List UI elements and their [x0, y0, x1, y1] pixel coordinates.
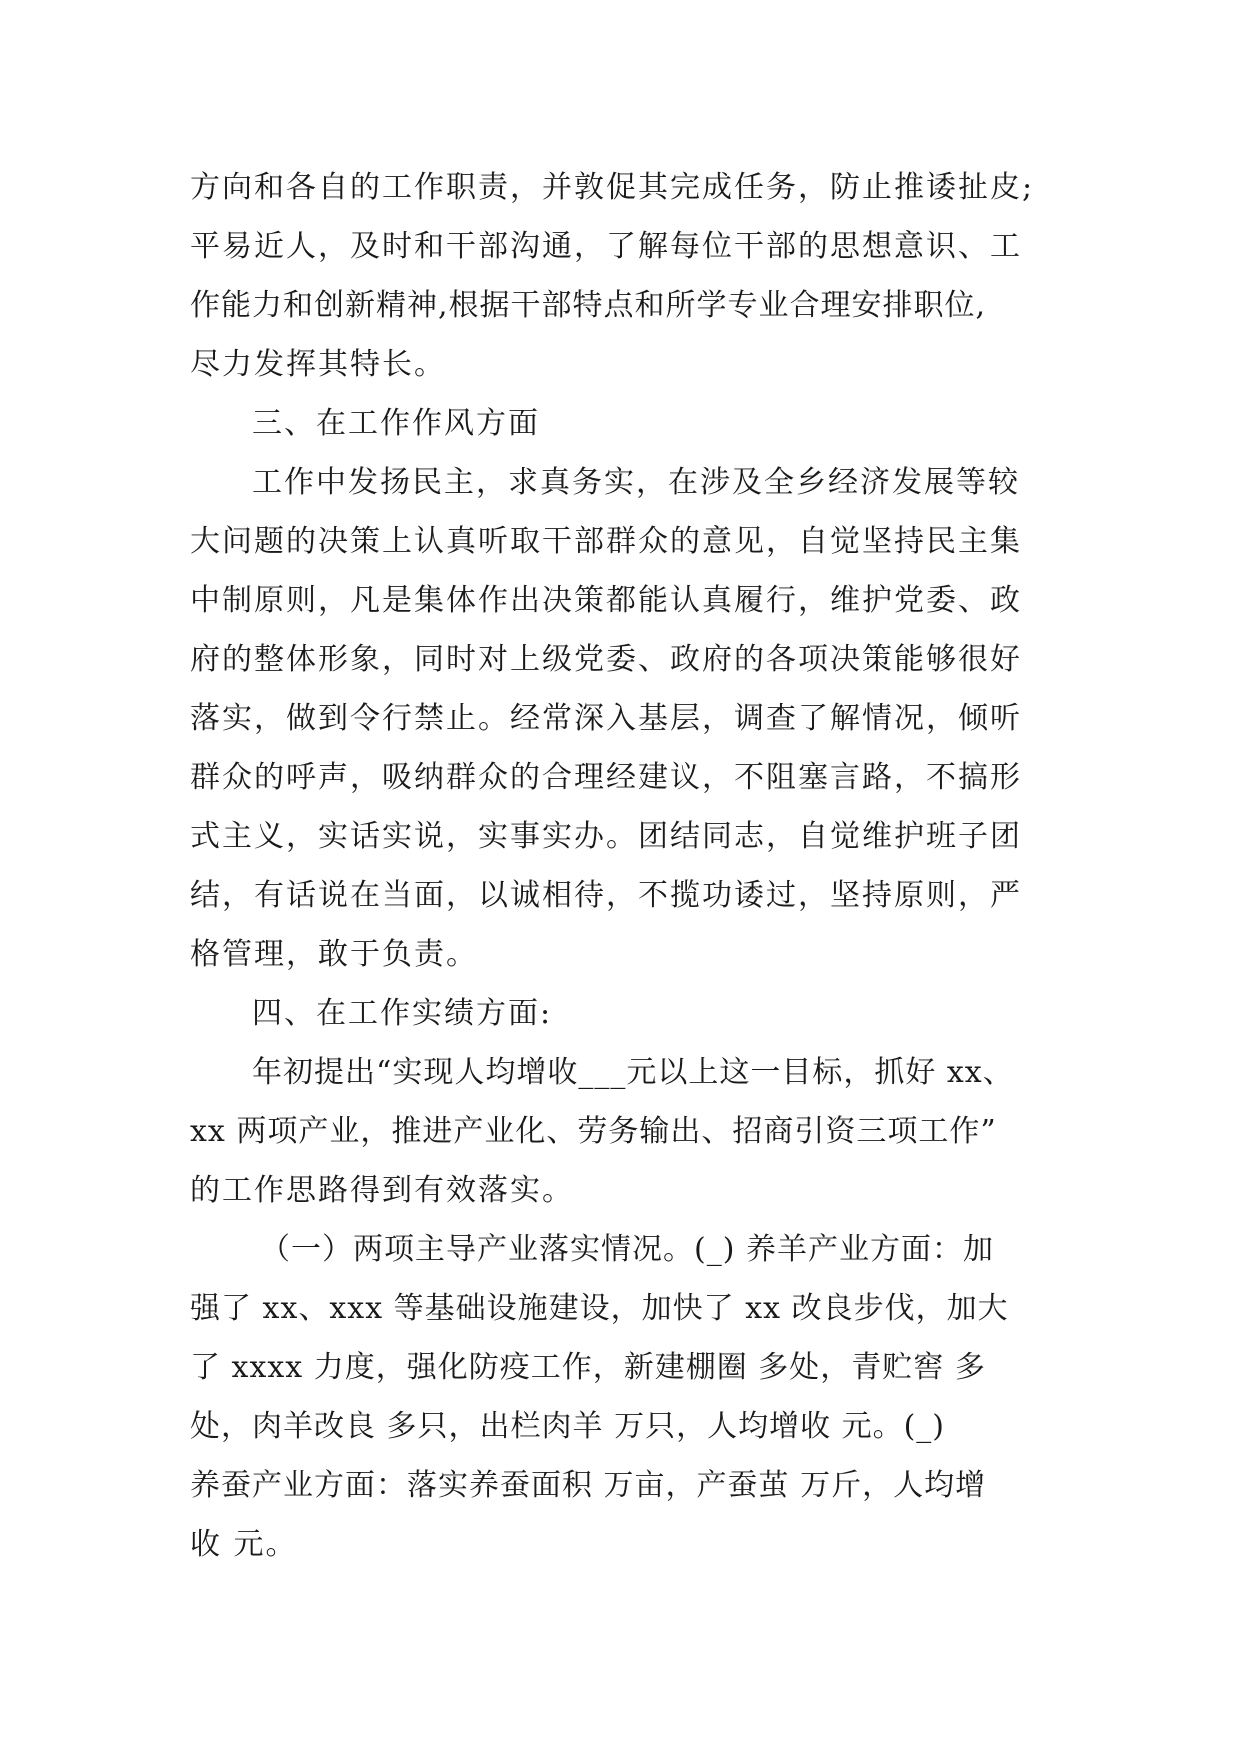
text-line: 中制原则，凡是集体作出决策都能认真履行，维护党委、政: [190, 583, 1022, 618]
text-line: 格管理，敢于负责。: [190, 937, 478, 972]
text-line: 养蚕产业方面：落实养蚕面积 万亩，产蚕茧 万斤，人均增: [190, 1468, 987, 1503]
text-line: 群众的呼声，吸纳群众的合理经建议，不阻塞言路，不搞形: [190, 760, 1022, 795]
document-body: [190, 158, 1070, 1574]
text-line: 作能力和创新精神,根据干部特点和所学专业合理安排职位,: [190, 288, 987, 323]
text-line: 式主义，实话实说，实事实办。团结同志，自觉维护班子团: [190, 819, 1022, 854]
text-line: 结，有话说在当面，以诚相待，不揽功诿过，坚持原则，严: [190, 878, 1022, 913]
text-line: 尽力发挥其特长。: [190, 347, 446, 382]
text-line: 强了 xx、xxx 等基础设施建设，加快了 xx 改良步伐，加大: [190, 1291, 1009, 1326]
section-heading: 四、在工作实绩方面:: [252, 996, 553, 1031]
text-line: 收 元。: [190, 1527, 298, 1562]
text-line: 工作中发扬民主，求真务实，在涉及全乡经济发展等较: [252, 465, 1020, 500]
text-line: 落实，做到令行禁止。经常深入基层，调查了解情况，倾听: [190, 701, 1022, 736]
text-line: 方向和各自的工作职责，并敦促其完成任务，防止推诿扯皮;: [190, 170, 1035, 205]
text-line: 年初提出“实现人均增收___元以上这一目标，抓好 xx、: [252, 1055, 1014, 1090]
text-line: 府的整体形象，同时对上级党委、政府的各项决策能够很好: [190, 642, 1022, 677]
text-line: 了 xxxx 力度，强化防疫工作，新建棚圈 多处，青贮窖 多: [190, 1350, 986, 1385]
subsection-line: （一）两项主导产业落实情况。(_) 养羊产业方面：加: [260, 1232, 994, 1267]
text-line: 平易近人，及时和干部沟通，了解每位干部的思想意识、工: [190, 229, 1022, 264]
section-heading: 三、在工作作风方面: [252, 406, 540, 441]
text-line: 的工作思路得到有效落实。: [190, 1173, 574, 1208]
text-line: 大问题的决策上认真听取干部群众的意见，自觉坚持民主集: [190, 524, 1022, 559]
text-line: xx 两项产业，推进产业化、劳务输出、招商引资三项工作”: [190, 1114, 997, 1149]
text-line: 处，肉羊改良 多只，出栏肉羊 万只，人均增收 元。(_): [190, 1409, 946, 1444]
